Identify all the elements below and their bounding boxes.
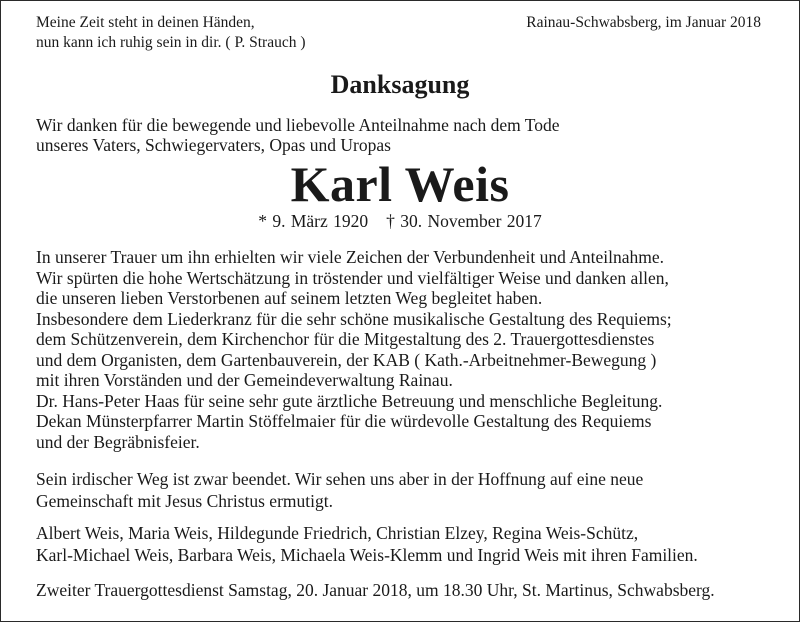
intro-line: Wir danken für die bewegende und liebevolle Anteilnahme nach dem Tode [36,115,560,135]
closing-line: Sein irdischer Weg ist zwar beendet. Wir sehen uns aber in der Hoffnung auf eine neue [36,469,644,489]
body-line: Wir spürten die hohe Wertschätzung in tröstender und vielfältiger Weise und danken allen, [36,267,669,288]
family-line: Karl-Michael Weis, Barbara Weis, Michaela Weis-Klemm und Ingrid Weis mit ihren Familien. [36,545,698,565]
body-line: und der Begräbnisfeier. [36,431,200,452]
body-line: In unserer Trauer um ihn erhielten wir viele Zeichen der Verbundenheit und Anteilnahme. [36,247,665,267]
family-signatures [36,522,698,566]
family-line: Albert Weis, Maria Weis, Hildegunde Friedrich, Christian Elzey, Regina Weis-Schütz, [36,523,639,543]
motto-line: Meine Zeit steht in deinen Händen, [36,14,255,31]
life-dates [1,210,799,232]
body-line: mit ihren Vorständen und der Gemeindeverwaltung Rainau. [36,370,453,390]
body-line: Dr. Hans-Peter Haas für seine sehr gute ärztliche Betreuung und menschliche Begleitung. [36,390,663,411]
intro-line: unseres Vaters, Schwiegervaters, Opas und Uropas [36,135,391,155]
body-line: Dekan Münsterpfarrer Martin Stöffelmaier für die würdevolle Gestaltung des Requiems [36,411,652,431]
birth-date: * 9. März 1920 [258,211,369,231]
deceased-name: Karl Weis [290,156,510,212]
intro-text [36,115,560,155]
motto-line: nun kann ich ruhig sein in dir. ( P. Strauch ) [36,34,306,51]
body-line: die unseren lieben Verstorbenen auf seinem letzten Weg begleitet haben. [36,288,543,308]
thanks-body [36,247,672,452]
page-title: Danksagung [330,70,470,99]
closing-line: Gemeinschaft mit Jesus Christus ermutigt. [36,491,333,511]
body-line: und dem Organisten, dem Gartenbauverein, der KAB ( Kath.-Arbeitnehmer-Bewegung ) [36,349,657,370]
closing-text [36,468,643,512]
place-date: Rainau-Schwabsberg, im Januar 2018 [526,14,761,31]
body-line: Insbesondere dem Liederkranz für die sehr schöne musikalische Gestaltung des Requiems; [36,308,672,329]
body-line: dem Schützenverein, dem Kirchenchor für die Mitgestaltung des 2. Trauergottesdienstes [36,329,655,349]
service-note: Zweiter Trauergottesdienst Samstag, 20. Januar 2018, um 18.30 Uhr, St. Martinus, Schwabsberg. [36,580,715,600]
motto-quote [36,13,306,53]
death-date: † 30. November 2017 [386,211,542,231]
